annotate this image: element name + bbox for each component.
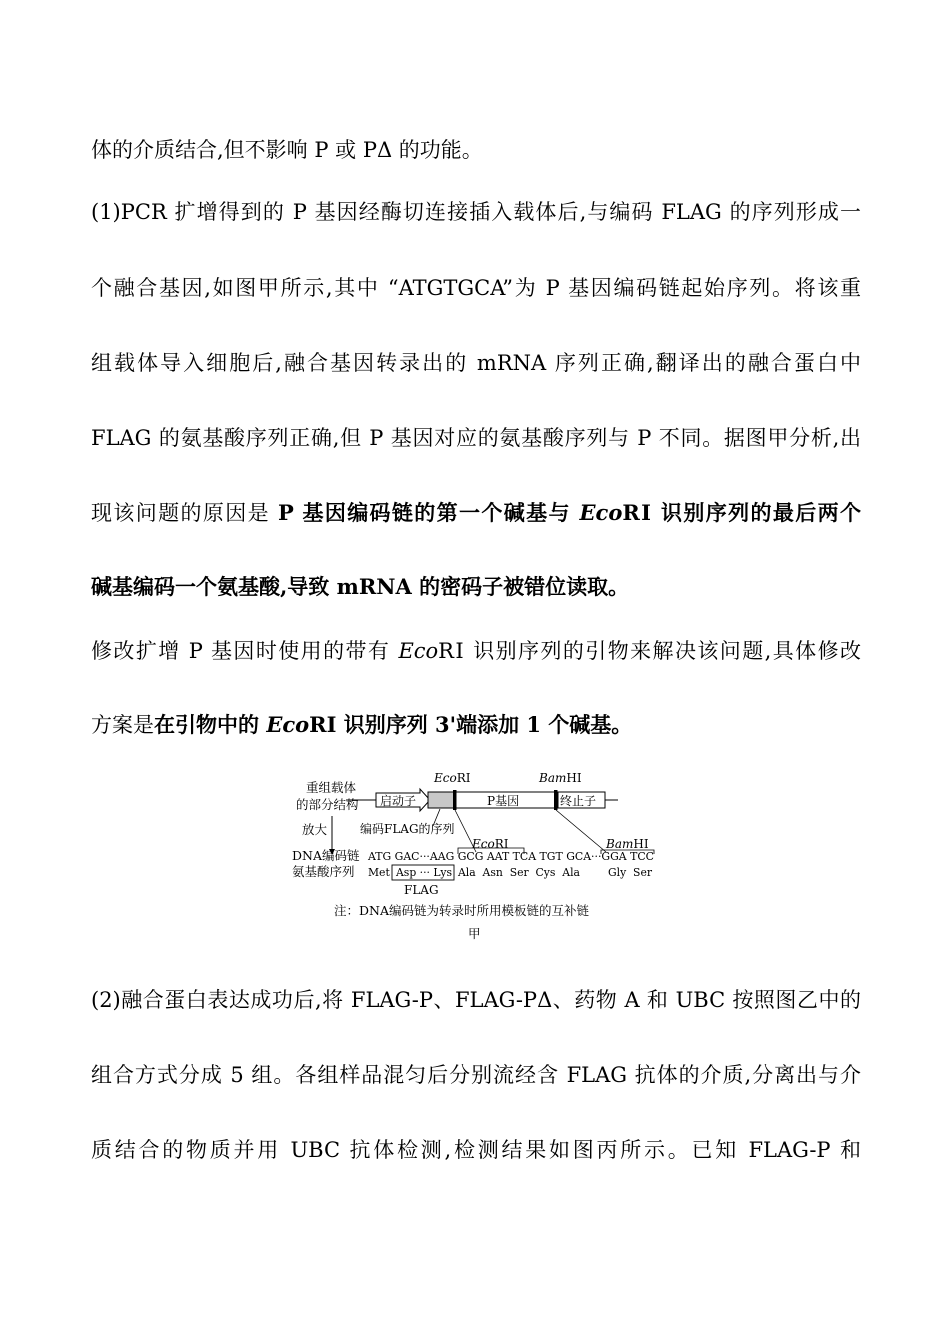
figure-note: 注：DNA编码链为转录时所用模板链的互补链 — [334, 903, 589, 918]
answer-text: Eco — [579, 500, 623, 525]
text-segment: 现该问题的原因是 — [91, 501, 278, 525]
text-segment: 质结合的物质并用 UBC 抗体检测,检测结果如图丙所示。已知 FLAG-P 和 — [91, 1138, 861, 1162]
text-segment: (1)PCR 扩增得到的 P 基因经酶切连接插入载体后,与编码 FLAG 的序列形成一 — [91, 200, 861, 224]
text-line — [91, 135, 861, 165]
answer-text: Eco — [266, 712, 310, 737]
aa-p-seq: Ala Asn Ser Cys Ala — [458, 866, 580, 879]
answer-text: 在引物中的 — [154, 712, 267, 737]
text-line — [91, 710, 861, 740]
text-line — [91, 572, 861, 602]
flag-region — [428, 792, 455, 808]
text-segment: 个融合基因,如图甲所示,其中 “ATGTGCA”为 P 基因编码链起始序列。将该重 — [91, 276, 861, 300]
text-segment: 修改扩增 P 基因时使用的带有 — [91, 639, 399, 663]
bamhi-top-label: BamHⅠ — [539, 771, 582, 785]
text-line — [91, 423, 861, 453]
vector-label-line1: 重组载体 — [306, 780, 357, 795]
answer-text: RⅠ 识别序列 3'端添加 1 个碱基。 — [309, 712, 633, 737]
flag-label: FLAG — [404, 883, 439, 897]
ecori-top-label: EcoRⅠ — [434, 771, 471, 785]
amino-acid-label: 氨基酸序列 — [292, 864, 355, 879]
vector-label-line2: 的部分结构 — [296, 797, 359, 812]
bamhi-mid-label: BamHⅠ — [606, 837, 649, 851]
text-segment: Eco — [398, 639, 439, 663]
text-line — [91, 1135, 861, 1165]
promoter-label: 启动子 — [380, 794, 417, 808]
text-line — [91, 985, 861, 1015]
aa-met: Met — [368, 866, 390, 879]
text-line — [91, 348, 861, 378]
text-line — [91, 498, 861, 528]
text-line — [91, 273, 861, 303]
dna-sequence: ATG GAC···AAG GCG AAT TCA TGT GCA···GGA TCC — [366, 850, 654, 863]
text-segment: 体的介质结合,但不影响 P 或 PΔ 的功能。 — [91, 138, 483, 162]
zoom-line-right — [556, 810, 606, 852]
text-segment: (2)融合蛋白表达成功后,将 FLAG-P、FLAG-PΔ、药物 A 和 UBC 按照图乙中的 — [91, 988, 861, 1012]
text-line — [91, 197, 861, 227]
figure-jia — [288, 762, 668, 942]
figure-caption: 甲 — [468, 926, 481, 941]
aa-bamhi-seq: Gly Ser — [608, 866, 652, 879]
text-segment: RⅠ 识别序列的引物来解决该问题,具体修改 — [438, 639, 861, 663]
ecori-mid-label: EcoRⅠ — [472, 837, 509, 851]
text-line — [91, 1060, 861, 1090]
answer-text: P 基因编码链的第一个碱基与 — [277, 500, 580, 525]
answer-text: RⅠ 识别序列的最后两个 — [622, 500, 861, 525]
flag-seq-label: 编码FLAG的序列 — [360, 822, 455, 836]
dna-strand-label: DNA编码链 — [292, 848, 360, 863]
text-segment: 方案是 — [91, 713, 154, 737]
enlarge-label: 放大 — [302, 822, 328, 837]
answer-text: 碱基编码一个氨基酸,导致 mRNA 的密码子被错位读取。 — [91, 574, 630, 599]
bamhi-site-mark — [554, 790, 558, 810]
text-segment: 组载体导入细胞后,融合基因转录出的 mRNA 序列正确,翻译出的融合蛋白中 — [91, 351, 861, 375]
text-line — [91, 636, 861, 666]
terminator-label: 终止子 — [560, 794, 597, 808]
text-segment: FLAG 的氨基酸序列正确,但 P 基因对应的氨基酸序列与 P 不同。据图甲分析,出 — [91, 426, 861, 450]
aa-flag-seq: Asp ··· Lys — [396, 866, 453, 879]
text-segment: 组合方式分成 5 组。各组样品混匀后分别流经含 FLAG 抗体的介质,分离出与介 — [91, 1063, 861, 1087]
p-gene-label: P基因 — [487, 794, 520, 808]
